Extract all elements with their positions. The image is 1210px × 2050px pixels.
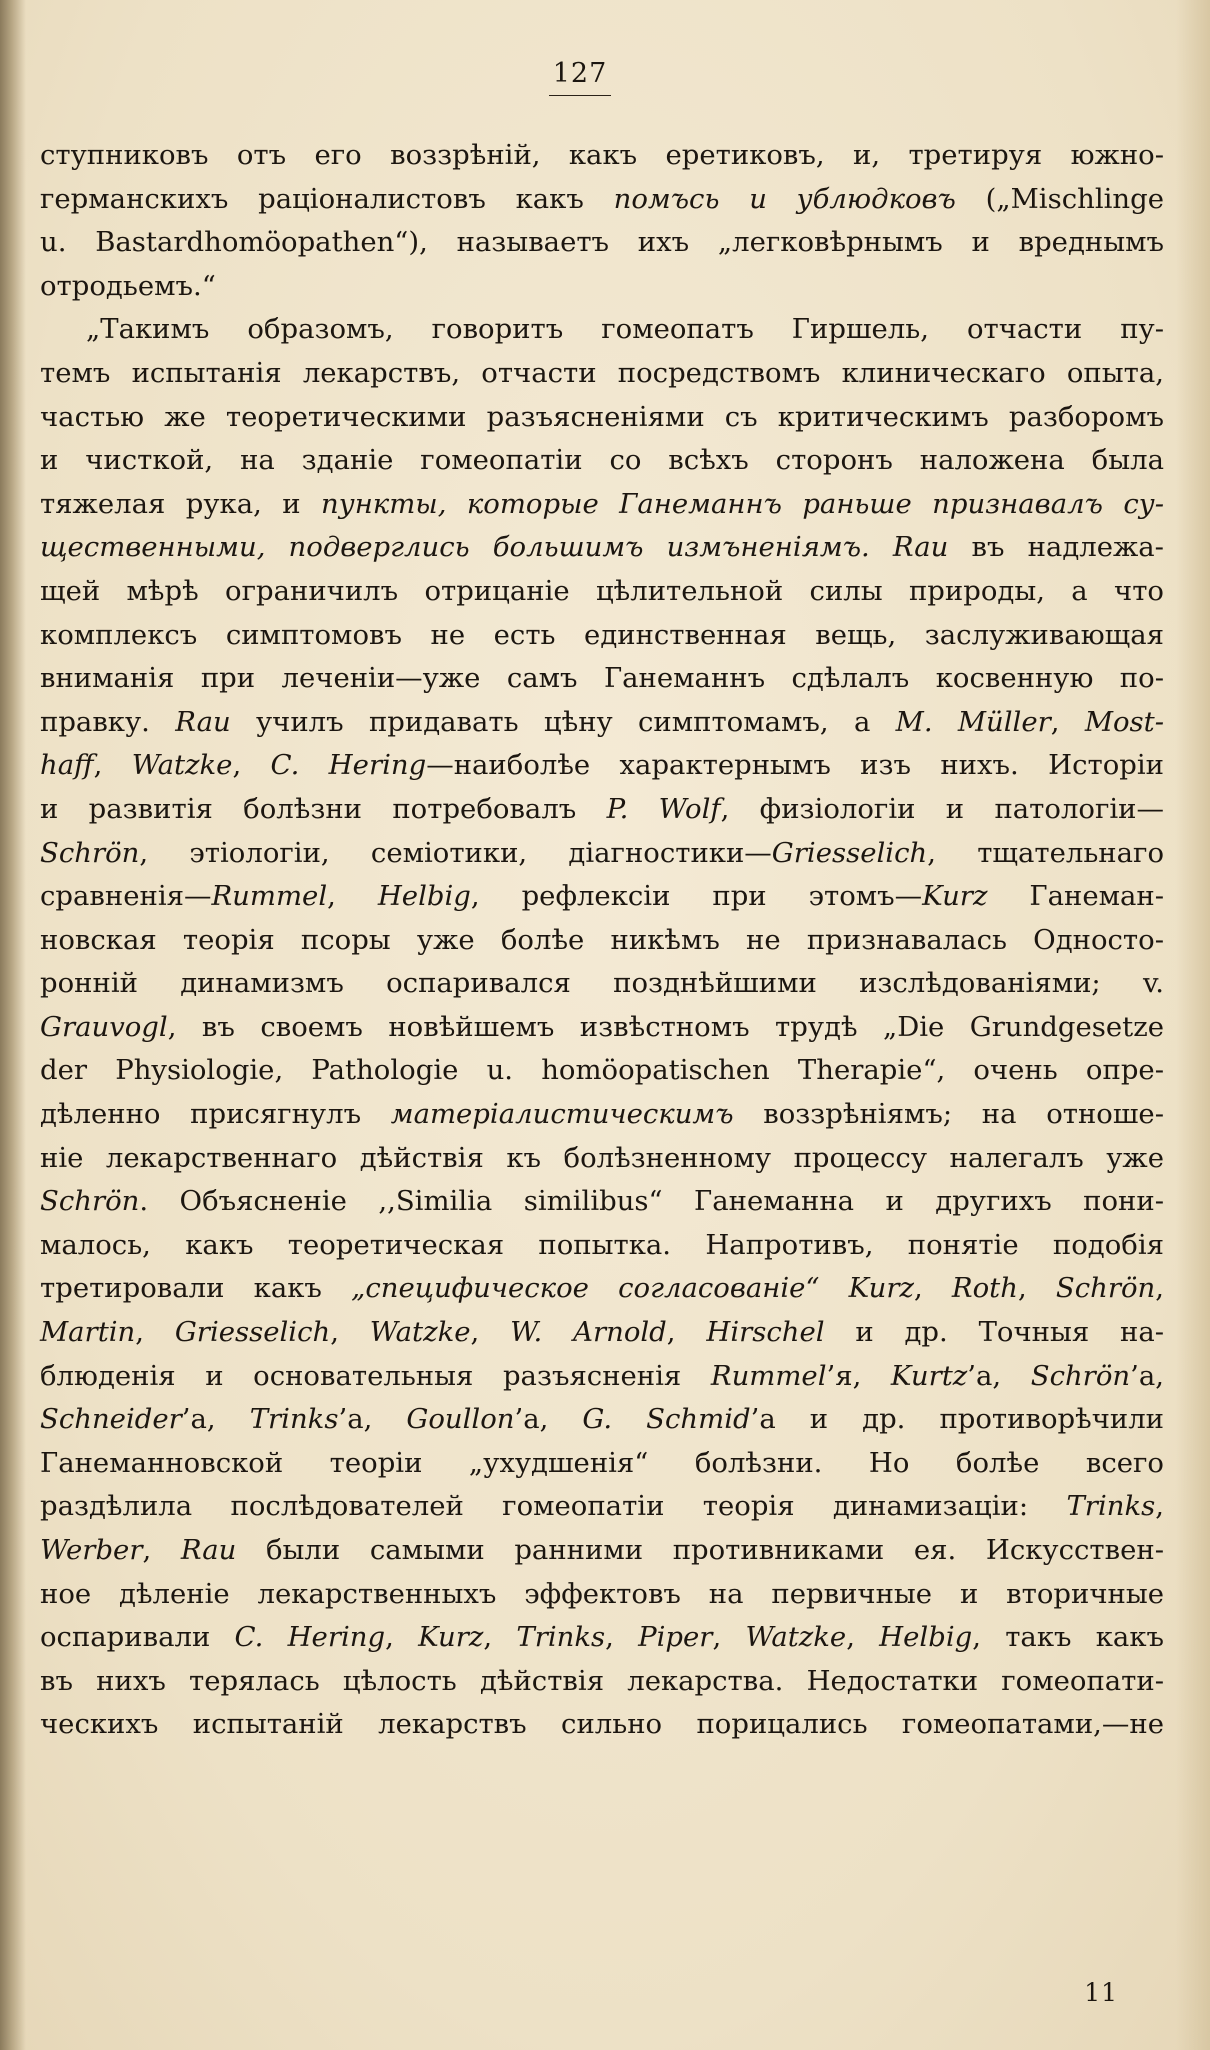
page-edge-shadow bbox=[1176, 0, 1210, 2050]
text-run: блюденія и основательныя разъясненія bbox=[40, 1359, 711, 1392]
text-run: ’а, bbox=[967, 1359, 1031, 1392]
text-run: частью же теоретическими разъясненіями съ критическимъ разборомъ bbox=[40, 400, 1164, 433]
italic-run: Schrön bbox=[1030, 1359, 1131, 1392]
text-run: Ганеманновской теоріи „ухудшенія“ болѣзни. Но болѣе всего bbox=[40, 1446, 1164, 1479]
text-run: ступниковъ отъ его воззрѣній, какъ еретиковъ, и, третируя южно- bbox=[40, 139, 1164, 171]
italic-run: Watzke bbox=[369, 1316, 471, 1349]
text-line bbox=[40, 178, 1164, 222]
text-run: „Такимъ образомъ, говоритъ гомеопатъ Гиршель, отчасти пу- bbox=[86, 313, 1164, 346]
text-run: щей мѣрѣ ограничилъ отрицаніе цѣлительной силы природы, а что bbox=[40, 574, 1164, 607]
text-run: , тщательнаго bbox=[927, 836, 1164, 869]
italic-run: haff bbox=[40, 749, 94, 782]
text-run: , этіологіи, семіотики, діагностики— bbox=[139, 836, 772, 869]
text-line bbox=[40, 701, 1164, 745]
text-run: сравненія— bbox=[40, 880, 212, 913]
text-run: тяжелая рука, и bbox=[40, 487, 322, 520]
italic-run: Roth bbox=[951, 1272, 1018, 1305]
text-line bbox=[40, 1573, 1164, 1617]
italic-run: Kurz bbox=[418, 1621, 484, 1654]
italic-run: Goullon bbox=[406, 1403, 515, 1436]
text-line bbox=[40, 744, 1164, 788]
italic-run: Trinks bbox=[1066, 1490, 1156, 1523]
text-run: и развитія болѣзни потребовалъ bbox=[40, 792, 607, 825]
italic-run: Watzke bbox=[745, 1621, 847, 1654]
text-run: отродьемъ.“ bbox=[40, 269, 216, 302]
text-run: , такъ какъ bbox=[972, 1621, 1165, 1654]
text-line bbox=[40, 1616, 1164, 1660]
text-run: училъ придавать цѣну симптомамъ, а bbox=[230, 705, 896, 738]
text-line bbox=[40, 570, 1164, 614]
italic-run: помъсь и ублюдковъ bbox=[613, 182, 956, 215]
italic-run: Griesselich bbox=[174, 1316, 331, 1349]
text-run: малось, какъ теоретическая попытка. Напротивъ, понятіе подобія bbox=[40, 1228, 1164, 1261]
text-run: , bbox=[1017, 1272, 1056, 1305]
text-line bbox=[40, 1093, 1164, 1137]
text-line bbox=[40, 919, 1164, 963]
text-run: , въ своемъ новѣйшемъ извѣстномъ трудѣ „Die Grundgesetze bbox=[167, 1010, 1164, 1043]
text-run: оспаривали bbox=[40, 1621, 235, 1654]
italic-run: P. Wolf bbox=[606, 792, 721, 825]
text-run: ронній динамизмъ оспаривался позднѣйшими изслѣдованіями; v. bbox=[40, 967, 1164, 1000]
text-run: , bbox=[93, 749, 132, 782]
text-line bbox=[40, 483, 1164, 527]
italic-run: Most- bbox=[1084, 705, 1164, 738]
italic-run: Werber bbox=[40, 1534, 143, 1566]
italic-run: Piper bbox=[638, 1621, 713, 1654]
italic-run: Martin bbox=[40, 1316, 136, 1349]
text-run: , bbox=[135, 1316, 175, 1349]
page-number-text: 127 bbox=[549, 58, 612, 96]
italic-run: Rummel bbox=[710, 1359, 827, 1392]
text-line bbox=[40, 526, 1164, 570]
text-run: , bbox=[913, 1272, 952, 1305]
text-run: комплексъ симптомовъ не есть единственная вещь, заслуживающая bbox=[40, 618, 1164, 651]
text-line bbox=[40, 1398, 1164, 1442]
signature-mark: 11 bbox=[1084, 1978, 1118, 2007]
text-run: въ нихъ терялась цѣлость дѣйствія лекарства. Недостатки гомеопати- bbox=[40, 1664, 1164, 1697]
italic-run: Trinks bbox=[516, 1621, 606, 1654]
italic-run: Hirschel bbox=[706, 1316, 825, 1349]
text-line bbox=[40, 1180, 1164, 1224]
text-run: воззрѣніямъ; на отноше- bbox=[733, 1098, 1164, 1131]
text-line bbox=[40, 1703, 1164, 1747]
italic-run: Schrön bbox=[40, 1185, 140, 1218]
italic-run: щественными, подверглись большимъ измъненіямъ. bbox=[40, 531, 870, 564]
text-run: были самыми ранними противниками ея. Искусствен- bbox=[236, 1534, 1164, 1566]
text-run: и др. Точныя на- bbox=[824, 1316, 1165, 1349]
text-run: темъ испытанія лекарствъ, отчасти посредствомъ клиническаго опыта, bbox=[40, 356, 1164, 389]
text-run: , bbox=[846, 1621, 880, 1654]
italic-run: Rau bbox=[175, 705, 231, 738]
text-line bbox=[40, 832, 1164, 876]
text-line bbox=[40, 657, 1164, 701]
italic-run: Rummel bbox=[211, 880, 328, 913]
text-run: ное дѣленіе лекарственныхъ эффектовъ на первичные и вторичные bbox=[40, 1577, 1164, 1610]
italic-run: C. Hering bbox=[234, 1621, 386, 1654]
body-text bbox=[40, 134, 1164, 1747]
text-line bbox=[40, 788, 1164, 832]
text-run: , bbox=[327, 880, 378, 913]
text-run: , bbox=[470, 1316, 511, 1349]
text-run: —наиболѣе характернымъ изъ нихъ. Исторіи bbox=[426, 749, 1164, 782]
text-run: , bbox=[330, 1316, 370, 1349]
text-line bbox=[40, 308, 1164, 352]
italic-run: Helbig bbox=[879, 1621, 973, 1654]
text-line bbox=[40, 1049, 1164, 1093]
text-run: , bbox=[232, 749, 271, 782]
italic-run: Griesselich bbox=[771, 836, 928, 869]
text-line bbox=[40, 1529, 1164, 1573]
text-run: ’а, bbox=[514, 1403, 583, 1436]
text-run: , bbox=[483, 1621, 517, 1654]
text-line bbox=[40, 1137, 1164, 1181]
text-run: германскихъ раціоналистовъ какъ bbox=[40, 182, 614, 215]
text-run bbox=[870, 531, 893, 563]
text-run: , bbox=[385, 1621, 419, 1654]
text-line bbox=[40, 352, 1164, 396]
text-run: , физіологіи и патологіи— bbox=[720, 792, 1165, 825]
text-run: и чисткой, на зданіе гомеопатіи со всѣхъ сторонъ наложена была bbox=[40, 444, 1164, 477]
italic-run: Watzke bbox=[131, 749, 233, 782]
text-line bbox=[40, 396, 1164, 440]
text-run: правку. bbox=[40, 705, 176, 738]
italic-run: Schrön bbox=[40, 836, 140, 869]
text-line bbox=[40, 1660, 1164, 1704]
italic-run: Schneider bbox=[40, 1403, 182, 1436]
text-line bbox=[40, 221, 1164, 265]
text-line bbox=[40, 1311, 1164, 1355]
text-line bbox=[40, 439, 1164, 483]
text-line bbox=[40, 134, 1164, 178]
text-run: , bbox=[605, 1621, 639, 1654]
text-line bbox=[40, 1355, 1164, 1399]
page-number bbox=[0, 58, 1160, 89]
text-run: въ надлежа- bbox=[948, 531, 1164, 564]
italic-run: Kurz bbox=[922, 880, 988, 913]
text-run: дѣленно присягнулъ bbox=[40, 1098, 391, 1131]
text-line bbox=[40, 962, 1164, 1006]
binding-gutter-shadow bbox=[0, 0, 26, 2050]
text-run: , bbox=[666, 1316, 707, 1349]
text-run: , bbox=[1155, 1490, 1164, 1523]
text-run: ческихъ испытаній лекарствъ сильно порицались гомеопатами,—не bbox=[40, 1708, 1164, 1741]
italic-run: Trinks bbox=[249, 1403, 339, 1436]
text-run: ніе лекарственнаго дѣйствія къ болѣзненному процессу налегалъ уже bbox=[40, 1141, 1164, 1174]
text-run: . Объясненіе ,,Similia similibus“ Ганеманна и другихъ пони- bbox=[139, 1185, 1164, 1218]
text-run: ’а, bbox=[338, 1403, 407, 1436]
text-run: ’а и др. противорѣчили bbox=[750, 1403, 1165, 1436]
italic-run: M. Müller bbox=[895, 705, 1051, 738]
text-run: ’а, bbox=[181, 1403, 250, 1436]
text-run: новская теорія псоры уже болѣе никѣмъ не признавалась Односто- bbox=[40, 923, 1164, 956]
italic-run: Rau bbox=[892, 531, 949, 564]
text-run: Ганеман- bbox=[987, 880, 1164, 913]
text-run: , рефлексіи при этомъ— bbox=[470, 880, 923, 913]
italic-run: Grauvogl bbox=[40, 1010, 168, 1043]
text-run: , bbox=[142, 1534, 181, 1566]
text-line bbox=[40, 1267, 1164, 1311]
text-line bbox=[40, 1006, 1164, 1050]
italic-run: W. Arnold bbox=[510, 1316, 667, 1349]
text-run: , bbox=[1050, 705, 1085, 738]
text-run: („Mischlinge bbox=[955, 182, 1165, 215]
text-line bbox=[40, 614, 1164, 658]
text-run: раздѣлила послѣдователей гомеопатіи теорія динамизаціи: bbox=[40, 1490, 1067, 1523]
text-run: третировали какъ bbox=[40, 1272, 352, 1305]
italic-run: G. Schmid bbox=[582, 1403, 751, 1436]
italic-run: Schrön bbox=[1055, 1272, 1156, 1305]
italic-run: пункты, которые Ганеманнъ раньше признавалъ су- bbox=[321, 487, 1164, 520]
italic-run: матеріалистическимъ bbox=[390, 1098, 734, 1131]
text-run: der Physiologie, Pathologie u. homöopatischen Therapie“, очень опре- bbox=[40, 1054, 1164, 1087]
text-run: ’я, bbox=[826, 1359, 891, 1392]
text-line bbox=[40, 265, 1164, 309]
text-run: , bbox=[1155, 1272, 1164, 1305]
italic-run: Helbig bbox=[377, 880, 471, 913]
text-run: u. Bastardhomöopathen“), называетъ ихъ „легковѣрнымъ и вреднымъ bbox=[40, 226, 1164, 259]
text-line bbox=[40, 875, 1164, 919]
text-line bbox=[40, 1442, 1164, 1486]
italic-run: Rau bbox=[180, 1534, 237, 1566]
text-run: , bbox=[712, 1621, 746, 1654]
text-line bbox=[40, 1224, 1164, 1268]
text-run: ’а, bbox=[1130, 1359, 1164, 1392]
italic-run: C. Hering bbox=[270, 749, 427, 782]
text-run: вниманія при леченіи—уже самъ Ганеманнъ сдѣлалъ косвенную по- bbox=[40, 662, 1164, 695]
italic-run: „специфическое согласованіе“ Kurz bbox=[351, 1272, 914, 1305]
text-line bbox=[40, 1485, 1164, 1529]
italic-run: Kurtz bbox=[890, 1359, 968, 1392]
